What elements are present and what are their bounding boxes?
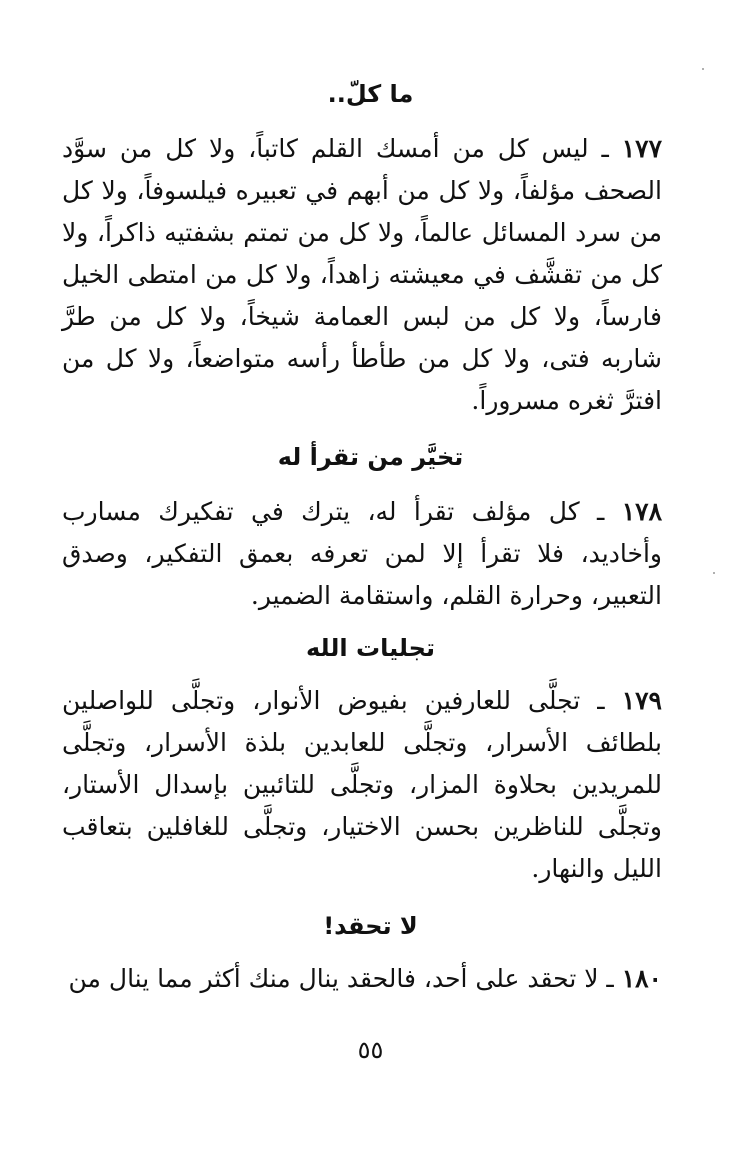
aphorism-text: تجلَّى للعارفين بفيوض الأنوار، وتجلَّى للواصلين بلطائف الأسرار، وتجلَّى للعابدين بلذة الأسرار، وتجلَّى للمريدين بحلاوة المزار، وتجلَّى للتائبين بإسدال الأستار، وتجلَّى للناظرين بحسن الاختيار، وتجلَّى للغافلين بتعاقب الليل والنهار. [62, 686, 662, 883]
number-dash: ـ [580, 686, 622, 715]
scan-speck [702, 68, 704, 70]
aphorism-number: ١٨٠ [621, 964, 662, 993]
section-heading: تجليات الله [306, 634, 435, 662]
aphorism-number: ١٧٩ [621, 686, 662, 715]
aphorism-text: كل مؤلف تقرأ له، يترك في تفكيرك مسارب وأخاديد، فلا تقرأ إلا لمن تعرفه بعمق التفكير، وصدق التعبير، وحرارة القلم، واستقامة الضمير. [62, 497, 662, 610]
scan-speck [713, 572, 715, 574]
page-number: ٥٥ [357, 1036, 384, 1064]
aphorism-text: ليس كل من أمسك القلم كاتباً، ولا كل من سوَّد الصحف مؤلفاً، ولا كل من أبهم في تعبيره فيلسوفاً، ولا كل من سرد المسائل عالماً، ولا كل من تمتم بشفتيه ذاكراً، ولا كل من تقشَّف في معيشته زاهداً، ولا كل من امتطى الخيل فارساً، ولا كل من لبس العمامة شيخاً، ولا كل من طرَّ شاربه فتى، ولا كل من طأطأ رأسه متواضعاً، ولا كل من افترَّ ثغره مسروراً. [62, 134, 662, 415]
aphorism-paragraph [62, 680, 662, 890]
section-heading: تخيَّر من تقرأ له [277, 443, 464, 471]
aphorism-text: لا تحقد على أحد، فالحقد ينال منك أكثر مما ينال من [68, 964, 599, 993]
section-heading: لا تحقد! [323, 912, 418, 940]
number-dash: ـ [579, 497, 622, 526]
aphorism-number: ١٧٧ [621, 134, 663, 163]
section-heading: ما كلّ.. [327, 80, 414, 108]
aphorism-paragraph [62, 958, 662, 1000]
aphorism-paragraph [62, 128, 662, 422]
aphorism-paragraph [62, 491, 662, 617]
number-dash: ـ [588, 134, 622, 163]
number-dash: ـ [598, 964, 622, 993]
aphorism-number: ١٧٨ [621, 497, 663, 526]
